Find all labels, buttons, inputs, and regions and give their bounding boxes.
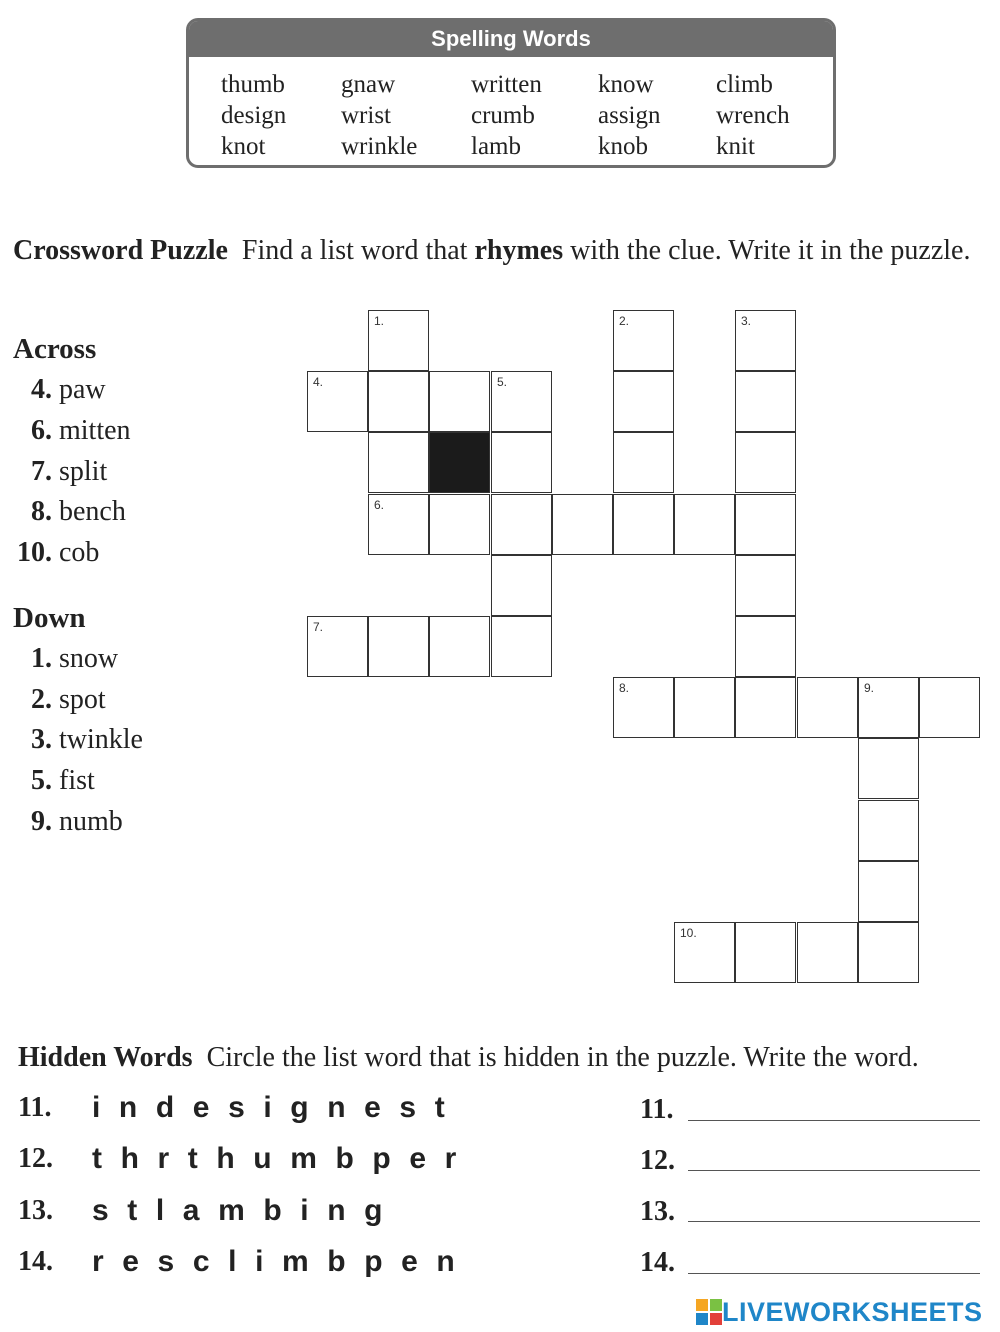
hidden-letters: indesignest xyxy=(92,1091,464,1124)
clue-text: spot xyxy=(59,684,106,715)
clue-number: 6. xyxy=(31,415,52,446)
hidden-row-number: 14. xyxy=(18,1246,53,1277)
crossword-cell[interactable] xyxy=(491,432,552,493)
answer-number: 11. xyxy=(640,1094,674,1125)
clue-text: numb xyxy=(59,806,123,837)
answer-line[interactable] xyxy=(688,1170,980,1171)
crossword-cell[interactable] xyxy=(429,494,490,555)
across-clue xyxy=(12,537,99,569)
crossword-cell[interactable] xyxy=(491,616,552,677)
answer-number: 14. xyxy=(640,1247,675,1278)
spelling-words-list xyxy=(189,57,833,167)
clue-number: 8. xyxy=(31,496,52,527)
crossword-cell[interactable] xyxy=(429,616,490,677)
clue-text: twinkle xyxy=(59,724,143,755)
cell-number: 3. xyxy=(741,314,752,328)
hidden-row-number: 13. xyxy=(18,1195,53,1226)
crossword-cell[interactable] xyxy=(613,371,674,432)
hidden-words-heading: Hidden Words xyxy=(18,1042,193,1073)
spelling-word: wrench xyxy=(716,102,790,129)
crossword-cell[interactable] xyxy=(735,310,796,371)
logo-text: LIVEWORKSHEETS xyxy=(722,1296,983,1327)
hidden-words-instruction: Circle the list word that is hidden in the puzzle. Write the word. xyxy=(206,1042,919,1073)
clue-number: 7. xyxy=(31,456,52,487)
down-clue xyxy=(12,806,123,838)
down-clue xyxy=(12,643,118,675)
spelling-word: gnaw xyxy=(341,71,396,98)
spelling-word: lamb xyxy=(471,133,521,160)
cell-number: 6. xyxy=(374,498,385,512)
clue-number: 3. xyxy=(31,724,52,755)
clue-text: bench xyxy=(59,496,126,527)
crossword-heading: Crossword Puzzle xyxy=(13,235,228,266)
crossword-cell[interactable] xyxy=(307,371,368,432)
crossword-cell[interactable] xyxy=(797,677,858,738)
cell-number: 4. xyxy=(313,375,324,389)
crossword-cell[interactable] xyxy=(858,677,919,738)
hidden-words-instructions xyxy=(18,1042,919,1074)
spelling-word: thumb xyxy=(221,71,285,98)
spelling-word: crumb xyxy=(471,102,535,129)
crossword-cell[interactable] xyxy=(735,555,796,616)
crossword-cell[interactable] xyxy=(858,738,919,799)
answer-line[interactable] xyxy=(688,1221,980,1222)
clue-text: cob xyxy=(59,537,100,568)
crossword-cell[interactable] xyxy=(491,555,552,616)
across-clue xyxy=(12,456,107,488)
hidden-row-number: 12. xyxy=(18,1143,53,1174)
crossword-black-cell xyxy=(429,432,490,493)
crossword-cell[interactable] xyxy=(429,371,490,432)
crossword-cell[interactable] xyxy=(735,432,796,493)
crossword-cell[interactable] xyxy=(674,922,735,983)
answer-line[interactable] xyxy=(688,1273,980,1274)
down-clue xyxy=(12,724,143,756)
answer-number: 12. xyxy=(640,1145,675,1176)
crossword-cell[interactable] xyxy=(735,494,796,555)
clue-text: split xyxy=(59,456,108,487)
across-heading: Across xyxy=(13,333,97,365)
across-clue xyxy=(12,496,126,528)
liveworksheets-logo xyxy=(696,1297,983,1327)
clue-text: fist xyxy=(59,765,95,796)
crossword-cell[interactable] xyxy=(613,432,674,493)
spelling-word: assign xyxy=(598,102,661,129)
clue-number: 4. xyxy=(31,374,52,405)
spelling-word: wrinkle xyxy=(341,133,418,160)
cell-number: 7. xyxy=(313,620,324,634)
spelling-word: knit xyxy=(716,133,755,160)
hidden-letters: stlambing xyxy=(92,1194,402,1227)
crossword-cell[interactable] xyxy=(613,494,674,555)
crossword-cell[interactable] xyxy=(735,616,796,677)
across-clue xyxy=(12,374,106,406)
hidden-letters: thrthumbper xyxy=(92,1142,475,1175)
crossword-cell[interactable] xyxy=(368,432,429,493)
spelling-word: know xyxy=(598,71,654,98)
logo-blocks-icon xyxy=(696,1299,722,1325)
clue-text: paw xyxy=(59,374,106,405)
spelling-word: climb xyxy=(716,71,773,98)
cell-number: 9. xyxy=(864,681,875,695)
crossword-cell[interactable] xyxy=(674,494,735,555)
crossword-cell[interactable] xyxy=(735,677,796,738)
clue-number: 9. xyxy=(31,806,52,837)
crossword-cell[interactable] xyxy=(368,494,429,555)
spelling-words-box xyxy=(186,18,836,168)
cell-number: 8. xyxy=(619,681,630,695)
crossword-cell[interactable] xyxy=(613,677,674,738)
down-clue xyxy=(12,765,95,797)
hidden-row-number: 11. xyxy=(18,1092,52,1123)
down-clue xyxy=(12,684,106,716)
clue-number: 10. xyxy=(17,537,52,568)
crossword-cell[interactable] xyxy=(368,310,429,371)
cell-number: 2. xyxy=(619,314,630,328)
crossword-cell[interactable] xyxy=(674,677,735,738)
spelling-word: knot xyxy=(221,133,266,160)
cell-number: 1. xyxy=(374,314,385,328)
crossword-cell[interactable] xyxy=(858,922,919,983)
answer-line[interactable] xyxy=(688,1120,980,1121)
crossword-cell[interactable] xyxy=(735,371,796,432)
cell-number: 5. xyxy=(497,375,508,389)
clue-number: 2. xyxy=(31,684,52,715)
crossword-instruction-bold: rhymes xyxy=(474,235,564,266)
spelling-word: knob xyxy=(598,133,648,160)
crossword-cell[interactable] xyxy=(368,371,429,432)
crossword-cell[interactable] xyxy=(919,677,980,738)
crossword-cell[interactable] xyxy=(307,616,368,677)
crossword-cell[interactable] xyxy=(552,494,613,555)
crossword-cell[interactable] xyxy=(491,371,552,432)
clue-number: 5. xyxy=(31,765,52,796)
crossword-cell[interactable] xyxy=(858,861,919,922)
spelling-words-title: Spelling Words xyxy=(189,21,833,57)
crossword-instruction-start: Find a list word that xyxy=(241,235,468,266)
crossword-instructions xyxy=(13,230,993,272)
spelling-word: wrist xyxy=(341,102,391,129)
clue-number: 1. xyxy=(31,643,52,674)
crossword-cell[interactable] xyxy=(368,616,429,677)
crossword-instruction-end: with the clue. Write it in the puzzle. xyxy=(570,235,971,266)
crossword-cell[interactable] xyxy=(491,494,552,555)
hidden-letters: resclimbpen xyxy=(92,1245,474,1278)
crossword-cell[interactable] xyxy=(735,922,796,983)
spelling-word: written xyxy=(471,71,542,98)
crossword-cell[interactable] xyxy=(613,310,674,371)
answer-number: 13. xyxy=(640,1196,675,1227)
clue-text: snow xyxy=(59,643,119,674)
crossword-cell[interactable] xyxy=(797,922,858,983)
clue-text: mitten xyxy=(59,415,131,446)
down-heading: Down xyxy=(13,602,86,634)
across-clue xyxy=(12,415,131,447)
spelling-word: design xyxy=(221,102,287,129)
cell-number: 10. xyxy=(680,926,697,940)
crossword-cell[interactable] xyxy=(858,800,919,861)
